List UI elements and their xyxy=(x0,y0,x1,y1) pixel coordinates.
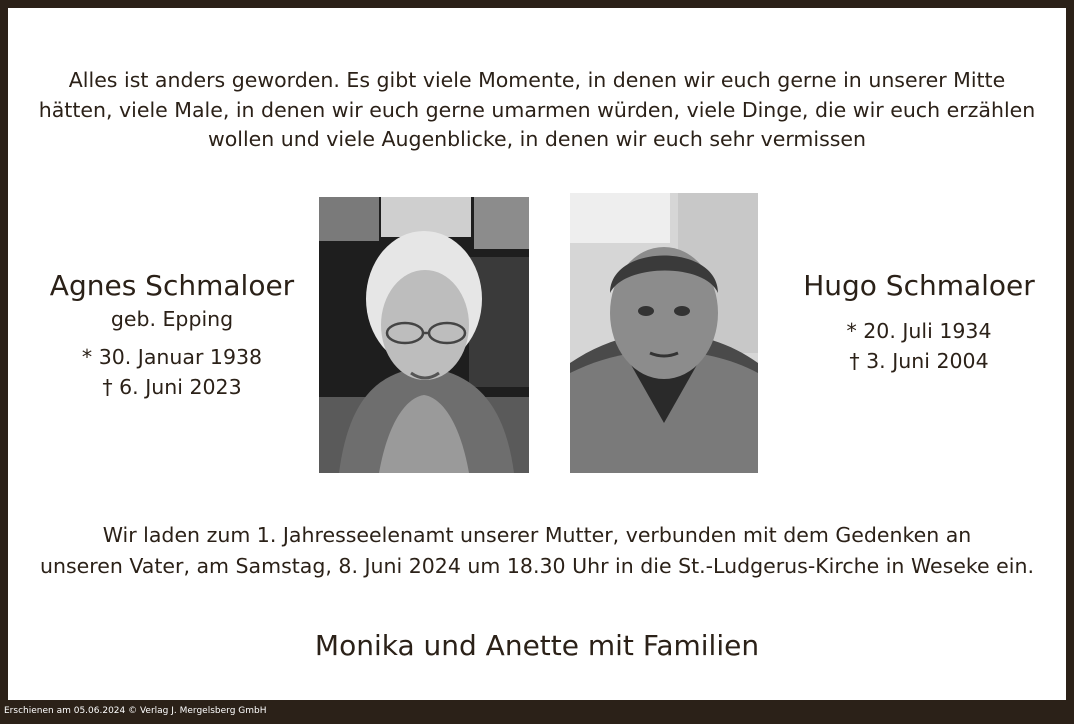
left-person-maiden-name: geb. Epping xyxy=(110,307,234,331)
portrait-agnes-image xyxy=(319,197,529,473)
intro-text xyxy=(8,66,1066,155)
intro-line: Alles ist anders geworden. Es gibt viele Momente, in denen wir euch gerne in unserer Mitte xyxy=(68,68,1006,92)
right-person-name: Hugo Schmaloer xyxy=(803,269,1035,302)
right-person-birth-date: * 20. Juli 1934 xyxy=(846,319,992,343)
publication-footer: Erschienen am 05.06.2024 © Verlag J. Mergelsberg GmbH xyxy=(4,706,267,716)
portrait-photo-hugo xyxy=(570,193,758,473)
left-person-name: Agnes Schmaloer xyxy=(49,269,295,302)
portrait-photo-agnes xyxy=(319,197,529,473)
left-person-birth-date: * 30. Januar 1938 xyxy=(81,345,263,369)
memorial-notice xyxy=(8,8,1066,700)
left-person-dates xyxy=(44,342,300,402)
invitation-line: unseren Vater, am Samstag, 8. Juni 2024 um 18.30 Uhr in die St.-Ludgerus-Kirche in Weseke ein. xyxy=(40,554,1034,578)
right-person-dates xyxy=(791,316,1047,376)
portrait-hugo-image xyxy=(570,193,758,473)
intro-line: hätten, viele Male, in denen wir euch gerne umarmen würden, viele Dinge, die wir euch erzählen xyxy=(38,97,1036,122)
intro-line: wollen und viele Augenblicke, in denen wir euch sehr vermissen xyxy=(207,127,867,151)
signature: Monika und Anette mit Familien xyxy=(314,629,760,662)
invitation-line: Wir laden zum 1. Jahresseelenamt unserer Mutter, verbunden mit dem Gedenken an xyxy=(102,523,972,547)
left-person-death-date: † 6. Juni 2023 xyxy=(102,375,242,399)
right-person-death-date: † 3. Juni 2004 xyxy=(849,349,989,373)
invitation-text xyxy=(8,520,1066,582)
